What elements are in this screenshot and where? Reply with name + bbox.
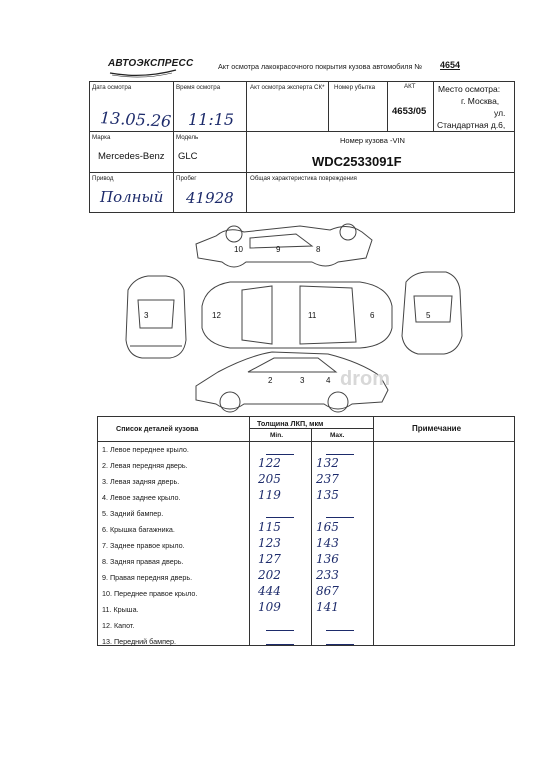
document-title: Акт осмотра лакокрасочного покрытия кузова автомобиля № bbox=[218, 62, 423, 71]
act-value: 4653/05 bbox=[392, 106, 427, 117]
diagram-label-5: 5 bbox=[426, 311, 431, 320]
row-max-value: 233 bbox=[316, 568, 339, 582]
drive-label: Привод bbox=[92, 175, 114, 182]
diagram-label-12: 12 bbox=[212, 311, 221, 320]
table-header-max: Max. bbox=[330, 432, 345, 439]
sk-label: Акт осмотра эксперта СК* bbox=[250, 84, 325, 91]
table-row-label: 2. Левая передняя дверь. bbox=[102, 461, 188, 470]
place-address: Стандартная д.6, bbox=[437, 120, 506, 130]
car-side-outline bbox=[196, 352, 388, 409]
table-row-label: 1. Левое переднее крыло. bbox=[102, 445, 189, 454]
diagram-label-2: 2 bbox=[268, 376, 273, 385]
table-row-label: 4. Левое заднее крыло. bbox=[102, 493, 181, 502]
car-front-outline bbox=[126, 276, 186, 358]
mileage-value: 41928 bbox=[186, 189, 234, 207]
place-city: г. Москва, bbox=[461, 96, 500, 106]
row-min-value: 115 bbox=[258, 520, 281, 534]
table-row-label: 8. Задняя правая дверь. bbox=[102, 557, 184, 566]
empty-dash bbox=[326, 630, 354, 631]
car-rear-outline bbox=[402, 272, 462, 354]
table-row-label: 3. Левая задняя дверь. bbox=[102, 477, 180, 486]
empty-dash bbox=[326, 644, 354, 645]
vin-value: WDC2533091F bbox=[312, 154, 402, 169]
make-value: Mercedes-Benz bbox=[98, 151, 165, 162]
diagram-label-6: 6 bbox=[370, 311, 375, 320]
place-label: Место осмотра: bbox=[438, 84, 501, 94]
car-top-wheel-rear bbox=[340, 224, 356, 240]
time-label: Время осмотра bbox=[176, 84, 221, 91]
time-value: 11:15 bbox=[188, 110, 235, 129]
table-row-label: 12. Капот. bbox=[102, 621, 135, 630]
act-label: АКТ bbox=[404, 83, 416, 90]
watermark-text: drom bbox=[340, 368, 390, 390]
document-number: 4654 bbox=[440, 60, 461, 70]
car-side-wheel-front bbox=[220, 392, 240, 412]
diagram-label-9: 9 bbox=[276, 245, 281, 254]
mileage-label: Пробег bbox=[176, 175, 197, 182]
empty-dash bbox=[266, 644, 294, 645]
model-value: GLC bbox=[178, 151, 198, 162]
company-logo bbox=[108, 56, 194, 76]
row-min-value: 109 bbox=[258, 600, 281, 614]
diagram-label-11: 11 bbox=[308, 311, 317, 320]
row-min-value: 444 bbox=[258, 584, 281, 598]
diagram-label-4: 4 bbox=[326, 376, 331, 385]
table-row-label: 11. Крыша. bbox=[102, 605, 139, 614]
row-min-value: 127 bbox=[258, 552, 281, 566]
row-max-value: 135 bbox=[316, 488, 339, 502]
place-street: ул. bbox=[494, 108, 506, 118]
row-min-value: 123 bbox=[258, 536, 281, 550]
drive-value: Полный bbox=[100, 188, 164, 206]
row-max-value: 136 bbox=[316, 552, 339, 566]
make-label: Марка bbox=[92, 134, 111, 141]
row-max-value: 141 bbox=[316, 600, 339, 614]
table-row-label: 13. Передний бампер. bbox=[102, 637, 176, 646]
table-row-label: 9. Правая передняя дверь. bbox=[102, 573, 193, 582]
table-row-label: 10. Переднее правое крыло. bbox=[102, 589, 198, 598]
diagram-label-13: 3 bbox=[144, 311, 149, 320]
row-max-value: 237 bbox=[316, 472, 339, 486]
table-header-note: Примечание bbox=[412, 424, 462, 433]
car-top-side-outline bbox=[196, 226, 372, 267]
damage-label: Общая характеристика повреждения bbox=[250, 175, 357, 182]
table-row-label: 7. Заднее правое крыло. bbox=[102, 541, 185, 550]
table-header-thickness: Толщина ЛКП, мкм bbox=[257, 419, 324, 428]
logo-text: АВТОЭКСПРЕСС bbox=[108, 58, 194, 69]
diagram-label-10: 10 bbox=[234, 245, 243, 254]
table-row-label: 5. Задний бампер. bbox=[102, 509, 164, 518]
row-min-value: 119 bbox=[258, 488, 281, 502]
car-side-wheel-rear bbox=[328, 392, 348, 412]
car-top-wheel-front bbox=[226, 226, 242, 242]
empty-dash bbox=[326, 454, 354, 455]
table-header-min: Min. bbox=[270, 432, 283, 439]
diagram-label-8: 8 bbox=[316, 245, 321, 254]
row-max-value: 143 bbox=[316, 536, 339, 550]
empty-dash bbox=[266, 454, 294, 455]
date-value: 13.05.26 bbox=[99, 108, 172, 131]
row-min-value: 202 bbox=[258, 568, 281, 582]
car-top-view-outline bbox=[202, 282, 392, 348]
row-min-value: 122 bbox=[258, 456, 281, 470]
empty-dash bbox=[266, 630, 294, 631]
model-label: Модель bbox=[176, 134, 199, 141]
row-max-value: 867 bbox=[316, 584, 339, 598]
table-row-label: 6. Крышка багажника. bbox=[102, 525, 175, 534]
table-header-parts: Список деталей кузова bbox=[116, 424, 199, 433]
empty-dash bbox=[326, 517, 354, 518]
date-label: Дата осмотра bbox=[92, 84, 132, 91]
empty-dash bbox=[266, 517, 294, 518]
diagram-label-3: 3 bbox=[300, 376, 305, 385]
loss-number-label: Номер убытка bbox=[334, 84, 376, 91]
row-max-value: 165 bbox=[316, 520, 339, 534]
row-min-value: 205 bbox=[258, 472, 281, 486]
vin-label: Номер кузова -VIN bbox=[340, 136, 405, 145]
row-max-value: 132 bbox=[316, 456, 339, 470]
